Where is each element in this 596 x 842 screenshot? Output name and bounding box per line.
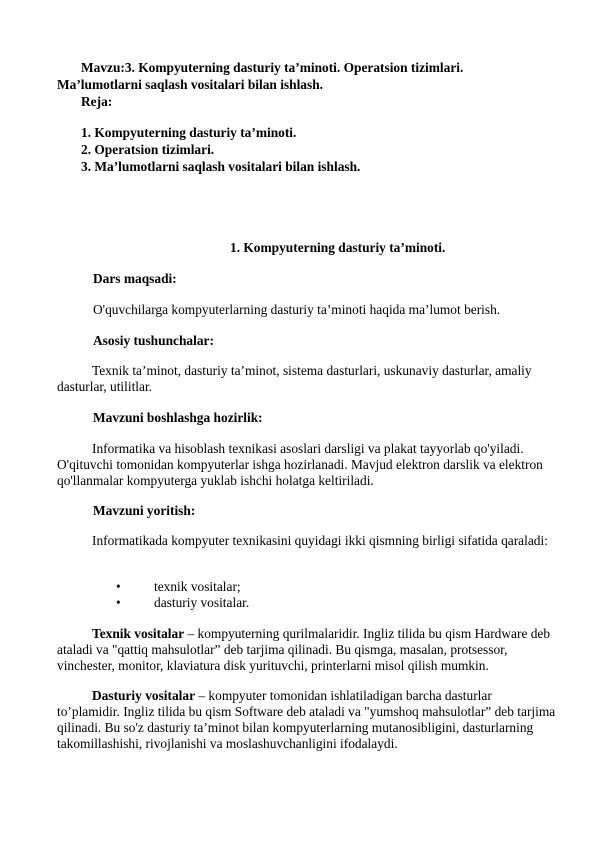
concepts-text: Texnik ta’minot, dasturiy ta’minot, sistema dasturlari, uskunaviy dasturlar, amaliy dasturlar, utilitlar. [57, 363, 532, 394]
bullet-dot-icon: • [116, 595, 121, 610]
bullet-item-1 [116, 579, 241, 595]
section-title: 1. Kompyuterning dasturiy ta’minoti. [230, 240, 446, 255]
coverage-label: Mavzuni yoritish: [93, 503, 196, 518]
bullet-dot-icon: • [116, 579, 121, 594]
hardware-paragraph [57, 626, 557, 674]
goal-text: O'quvchilarga kompyuterlarning dasturiy ta’minoti haqida ma’lumot berish. [93, 302, 501, 317]
hardware-term: Texnik vositalar [92, 626, 185, 641]
bullet-text: dasturiy vositalar. [154, 595, 250, 610]
plan-label: Reja: [81, 94, 113, 109]
prep-text: Informatika va hisoblash texnikasi asoslari darsligi va plakat tayyorlab qo'yiladi. O'qituvchi tomonidan kompyuterlar ishga hozirlanadi. Mavjud elektron darslik va elektron qo'llanmalar kompyuterga yuklab ishchi holatga keltiriladi. [57, 441, 543, 488]
topic-line-1: Mavzu:3. Kompyuterning dasturiy ta’minoti. Operatsion tizimlari. [81, 60, 464, 75]
bullet-item-2 [116, 595, 250, 611]
concepts-label: Asosiy tushunchalar: [93, 333, 214, 348]
coverage-text: Informatikada kompyuter texnikasini quyidagi ikki qismning birligi sifatida qaraladi: [92, 533, 548, 548]
software-text: – kompyuter tomonidan ishlatiladigan barcha dasturlar to’plamidir. Ingliz tilida bu qism Software deb ataladi va "yumshoq mahsulotlar” deb tarjima qilinadi. Bu so'z dasturiy ta’minot bilan kompyuterlarning mutanosibligini, dasturlarning takomillashishi, rivojlanishi va moslashuvchanligini ifodalaydi. [57, 688, 556, 751]
plan-item-2: 2. Operatsion tizimlari. [81, 142, 215, 157]
prep-label: Mavzuni boshlashga hozirlik: [93, 410, 263, 425]
bullet-text: texnik vositalar; [154, 579, 241, 594]
software-term: Dasturiy vositalar [92, 688, 196, 703]
goal-label: Dars maqsadi: [93, 271, 177, 286]
software-paragraph [57, 688, 557, 752]
plan-item-1: 1. Kompyuterning dasturiy ta’minoti. [81, 125, 297, 140]
plan-item-3: 3. Ma’lumotlarni saqlash vositalari bilan ishlash. [81, 159, 361, 174]
hardware-text: – kompyuterning qurilmalaridir. Ingliz tilida bu qism Hardware deb ataladi va "qattiq mahsulotlar” deb tarjima qilinadi. Bu qismga, masalan, protsessor, vinchester, monitor, klaviatura disk yurituvchi, printerlarni misol qilish mumkin. [57, 626, 551, 673]
topic-line-2: Ma’lumotlarni saqlash vositalari bilan ishlash. [57, 77, 324, 92]
